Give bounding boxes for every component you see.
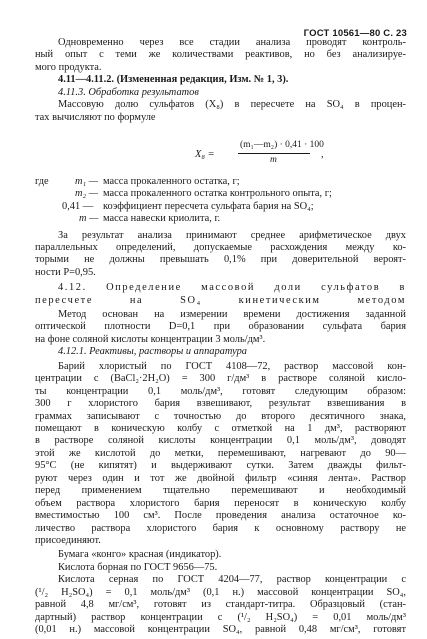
paragraph-line: личество раствора хлористого бария к основному раствору не (35, 522, 406, 534)
paragraph-line: дартный) раствор концентрации c (¹/₂ H₂SO₄) = 0,01 моль/дм³ (35, 611, 406, 623)
paragraph-line: торыми не должны превышать 0,1% при доверительной вероят- (35, 254, 406, 266)
paragraph-line: Массовую долю сульфатов (X₈) в пересчете на SO₄ в процен- (58, 99, 406, 111)
paragraph-line: мого продукта. (35, 61, 102, 73)
paragraph-line: тах вычисляют по формуле (35, 111, 156, 123)
where-text: масса прокаленного остатка контрольного опыта, г; (103, 188, 332, 200)
paragraph-line: руют через один и тот же двойной фильтр «синяя лента». Раствор (35, 472, 406, 484)
formula-lhs: X₈ = (195, 149, 215, 161)
where-text: коэффициент пересчета сульфата бария на SO₄; (103, 200, 314, 212)
paragraph-line: объем раствора хлористого бария переносят в коническую колбу (35, 497, 406, 509)
where-text: масса навески криолита, г. (103, 213, 221, 225)
paragraph-line: присоединяют. (35, 534, 101, 546)
page-header: ГОСТ 10561—80 С. 23 (303, 28, 407, 39)
paragraph-line: параллельных определений, допускаемые расхождения между ко- (35, 241, 406, 253)
amendment-note: 4.11—4.11.2. (Измененная редакция, Изм. № 1, 3). (58, 74, 289, 86)
section-heading: 4.12. Определение массовой доли сульфатов в (58, 282, 406, 294)
paragraph-line: центрации c (BaCl₂·2H₂O) = 300 г/дм³ в растворе соляной кисло- (35, 373, 406, 385)
paragraph-line: равной 4,8 мг/см³, готовят из стандарт-титра. Образцовый (стан- (35, 599, 406, 611)
paragraph-line: ный опыт с теми же количествами реактивов, но без анализируе- (35, 49, 406, 61)
paragraph-line: Бумага «конго» красная (индикатор). (58, 549, 222, 561)
paragraph-line: Одновременно через все стадии анализа проводят контроль- (58, 37, 406, 48)
where-symbol: m₁ — (75, 175, 98, 187)
where-text: масса прокаленного остатка, г; (103, 175, 240, 187)
formula-comma: , (321, 149, 324, 161)
paragraph-line: 95°C (не кипятят) и выдерживают сутки. Затем дважды фильт- (35, 460, 406, 472)
paragraph-line: граммах записывают с точностью до второго десятичного знака, (35, 410, 406, 422)
paragraph-line: Кислота борная по ГОСТ 9656—75. (58, 561, 218, 573)
paragraph-line: Барий хлористый по ГОСТ 4108—72, раствор массовой кон- (58, 360, 406, 372)
paragraph-line: оптической плотности D=0,1 при образовании сульфата бария (35, 321, 406, 333)
where-symbol: m₂ — (75, 188, 98, 200)
section-heading: 4.11.3. Обработка результатов (58, 86, 199, 98)
formula-numerator: (m₁—m₂) · 0,41 · 100 (240, 140, 324, 151)
where-symbol: m — (79, 213, 99, 225)
fraction-bar (238, 153, 310, 154)
paragraph-line: (¹/₂ H₂SO₄) = 0,1 моль/дм³ (0,1 н.) массовой концентрации SO₄, (35, 586, 406, 598)
where-symbol: 0,41 — (62, 200, 94, 212)
paragraph-line: ности P=0,95. (35, 266, 96, 278)
paragraph-line: помещают в коническую колбу с отметкой на 1 дм³, растворяют (35, 422, 406, 434)
paragraph-line: Метод основан на измерении времени достижения заданной (58, 309, 406, 320)
paragraph-line: ты концентрации 0,1 моль/дм³, готовят следующим образом: (35, 385, 406, 397)
where-lead: где (35, 175, 49, 187)
paragraph-line: перед применением тщательно перемешивают и необходимый (35, 485, 406, 497)
paragraph-line: (0,01 н.) массовой концентрации SO₄, равной 0,48 мг/см³, готовят (35, 624, 406, 635)
formula-denominator: m (270, 155, 277, 166)
section-heading: 4.12.1. Реактивы, растворы и аппаратура (58, 346, 247, 358)
paragraph-line: За результат анализа принимают среднее арифметическое двух (58, 229, 406, 241)
paragraph-line: вместимостью 100 см³. После проведения анализа остаточное ко- (35, 510, 406, 521)
paragraph-line: Кислота серная по ГОСТ 4204—77, раствор концентрации c (58, 574, 406, 586)
paragraph-line: на фоне соляной кислоты концентрации 3 моль/дм³. (35, 333, 266, 345)
paragraph-line: этой же кислотой до метки, перемешивают, нагревают до 90— (35, 447, 406, 459)
paragraph-line: в растворе соляной кислоты концентрации 0,1 моль/дм³, доводят (35, 435, 406, 447)
formula (195, 140, 345, 170)
paragraph-line: 300 г хлористого бария взвешивают, результат взвешивания в (35, 398, 406, 409)
section-heading: пересчете на SO₄ кинетическим методом (35, 294, 406, 306)
